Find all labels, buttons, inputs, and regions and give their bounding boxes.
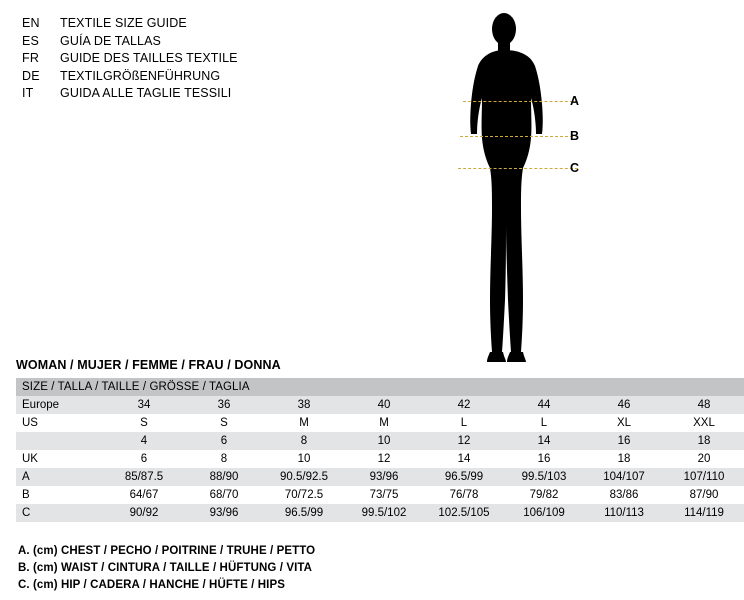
measure-line-waist [460,136,578,137]
section-caption: WOMAN / MUJER / FEMME / FRAU / DONNA [16,358,281,372]
table-cell: 18 [664,432,744,450]
measure-line-hip [458,168,578,169]
table-cell: M [344,414,424,432]
table-cell: 38 [264,396,344,414]
language-title: GUIDE DES TAILLES TEXTILE [60,51,238,65]
language-title: TEXTILE SIZE GUIDE [60,16,187,30]
table-cell: 73/75 [344,486,424,504]
table-cell: L [504,414,584,432]
language-title: GUÍA DE TALLAS [60,33,161,48]
footnote-hip: C. (cm) HIP / CADERA / HANCHE / HÜFTE / HIPS [18,579,286,591]
table-cell: 64/67 [104,486,184,504]
row-header: B [16,486,104,504]
size-table [16,378,744,522]
table-cell: 14 [424,450,504,468]
row-header [16,432,104,450]
row-header: A [16,468,104,486]
table-cell: L [424,414,504,432]
table-cell: M [264,414,344,432]
table-cell: 40 [344,396,424,414]
table-cell: S [184,414,264,432]
table-cell: 68/70 [184,486,264,504]
row-header: UK [16,450,104,468]
row-header: Europe [16,396,104,414]
table-cell: 8 [184,450,264,468]
measure-label-a: A [570,94,580,108]
table-cell: 6 [104,450,184,468]
table-cell: 93/96 [344,468,424,486]
measure-label-c: C [570,161,580,175]
table-row [16,432,744,450]
language-code: EN [22,16,40,30]
table-row [16,414,744,432]
table-cell: 79/82 [504,486,584,504]
language-code: FR [22,51,40,65]
female-silhouette-icon [420,8,590,368]
language-row [22,69,352,87]
table-cell: 18 [584,450,664,468]
table-band-row [16,378,744,396]
table-cell: 10 [264,450,344,468]
table-row [16,468,744,486]
table-cell: 16 [504,450,584,468]
measure-label-b: B [570,129,580,143]
table-cell: 85/87.5 [104,468,184,486]
footnotes [18,543,578,594]
table-cell: 6 [184,432,264,450]
table-cell: 12 [424,432,504,450]
table-cell: 106/109 [504,504,584,522]
measure-line-chest [463,101,578,102]
language-row [22,51,352,69]
female-body-figure [420,8,590,368]
table-cell: 96.5/99 [424,468,504,486]
language-title: GUIDA ALLE TAGLIE TESSILI [60,86,232,100]
language-code: IT [22,86,34,100]
row-header: US [16,414,104,432]
table-row [16,396,744,414]
language-code: ES [22,33,40,48]
language-header [22,16,352,104]
table-cell: 4 [104,432,184,450]
footnote-waist: B. (cm) WAIST / CINTURA / TAILLE / HÜFTUNG / VITA [18,562,313,574]
table-cell: 10 [344,432,424,450]
table-cell: 90.5/92.5 [264,468,344,486]
table-cell: 99.5/103 [504,468,584,486]
table-cell: 87/90 [664,486,744,504]
table-cell: 16 [584,432,664,450]
table-cell: 102.5/105 [424,504,504,522]
language-row [22,16,352,34]
table-cell: 104/107 [584,468,664,486]
table-cell: 70/72.5 [264,486,344,504]
footnote-chest: A. (cm) CHEST / PECHO / POITRINE / TRUHE / PETTO [18,545,316,557]
table-cell: 34 [104,396,184,414]
table-cell: 46 [584,396,664,414]
language-code: DE [22,68,40,83]
table-cell: 42 [424,396,504,414]
table-cell: 12 [344,450,424,468]
table-cell: XL [584,414,664,432]
table-row [16,450,744,468]
table-cell: 93/96 [184,504,264,522]
table-cell: S [104,414,184,432]
table-cell: 114/119 [664,504,744,522]
language-row [22,86,352,104]
table-row [16,486,744,504]
table-cell: 48 [664,396,744,414]
table-cell: 36 [184,396,264,414]
table-cell: 96.5/99 [264,504,344,522]
table-cell: XXL [664,414,744,432]
table-cell: 8 [264,432,344,450]
row-header: C [16,504,104,522]
table-cell: 14 [504,432,584,450]
table-cell: 110/113 [584,504,664,522]
table-cell: 88/90 [184,468,264,486]
table-cell: 76/78 [424,486,504,504]
table-band-label: SIZE / TALLA / TAILLE / GRÖSSE / TAGLIA [16,378,744,396]
table-cell: 107/110 [664,468,744,486]
table-cell: 99.5/102 [344,504,424,522]
table-row [16,504,744,522]
language-title: TEXTILGRÖßENFÜHRUNG [60,68,221,83]
table-cell: 20 [664,450,744,468]
language-row [22,34,352,52]
table-cell: 83/86 [584,486,664,504]
table-cell: 44 [504,396,584,414]
table-cell: 90/92 [104,504,184,522]
